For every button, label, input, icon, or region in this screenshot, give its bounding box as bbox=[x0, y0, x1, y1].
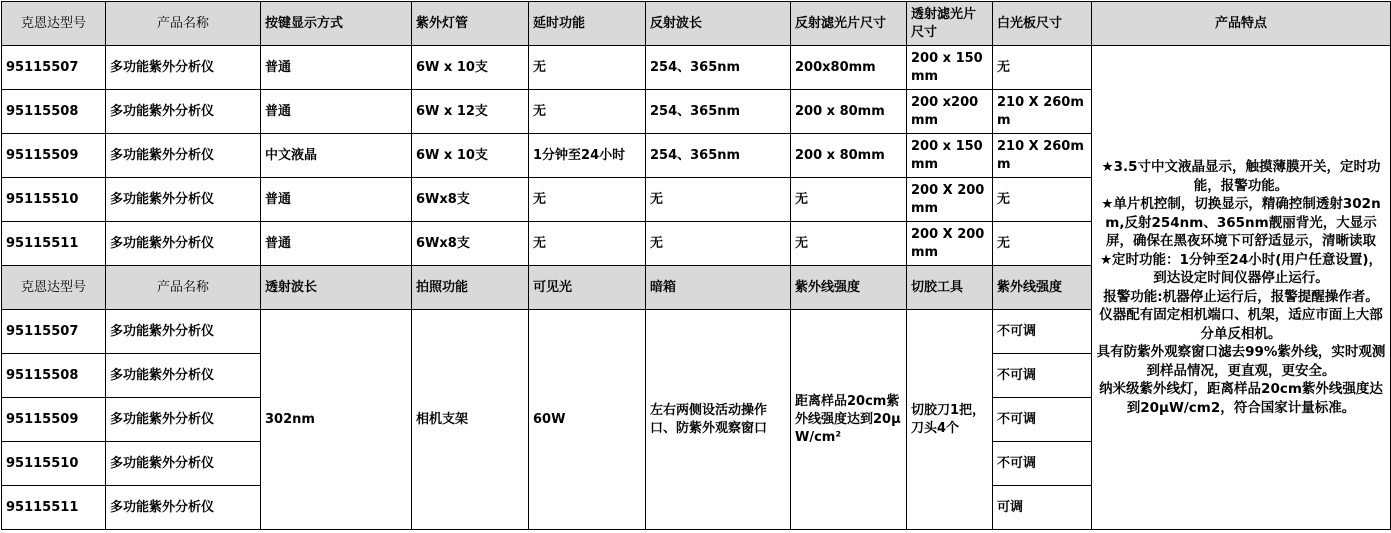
header-cell: 按键显示方式 bbox=[261, 2, 412, 46]
cell-trans-wl: 302nm bbox=[261, 310, 412, 530]
cell-model: 95115507 bbox=[2, 46, 106, 90]
cell-refl-filter: 200 x 80mm bbox=[791, 134, 907, 178]
cell-lamp: 6W x 10支 bbox=[412, 134, 529, 178]
cell-display: 普通 bbox=[261, 90, 412, 134]
cell-refl-filter: 200x80mm bbox=[791, 46, 907, 90]
feature-line: 具有防紫外观察窗口滤去99%紫外线，实时观测到样品情况，更直观，更安全。 bbox=[1096, 344, 1386, 379]
cell-display: 普通 bbox=[261, 46, 412, 90]
cell-name: 多功能紫外分析仪 bbox=[106, 486, 261, 530]
cell-name: 多功能紫外分析仪 bbox=[106, 90, 261, 134]
cell-model: 95115511 bbox=[2, 486, 106, 530]
header-cell: 反射波长 bbox=[646, 2, 791, 46]
feature-line: 纳米级紫外线灯，距离样品20cm紫外线强度达到20μW/cm2，符合国家计量标准。 bbox=[1099, 381, 1383, 416]
features-header: 产品特点 bbox=[1092, 2, 1391, 46]
cell-name: 多功能紫外分析仪 bbox=[106, 442, 261, 486]
cell-model: 95115509 bbox=[2, 398, 106, 442]
cell-refl-wl: 254、365nm bbox=[646, 134, 791, 178]
feature-line: ★定时功能：1分钟至24小时(用户任意设置)，到达设定时间仪器停止运行。 bbox=[1099, 251, 1383, 286]
cell-white: 无 bbox=[993, 178, 1092, 222]
cell-photo: 相机支架 bbox=[412, 310, 529, 530]
header-cell: 白光板尺寸 bbox=[993, 2, 1092, 46]
cell-refl-wl: 254、365nm bbox=[646, 46, 791, 90]
header-cell: 可见光 bbox=[529, 266, 646, 310]
cell-trans-filter: 200 X 200mm bbox=[907, 178, 993, 222]
cell-lamp: 6W x 12支 bbox=[412, 90, 529, 134]
cell-name: 多功能紫外分析仪 bbox=[106, 398, 261, 442]
header-cell: 紫外线强度 bbox=[791, 266, 907, 310]
cell-model: 95115507 bbox=[2, 310, 106, 354]
cell-name: 多功能紫外分析仪 bbox=[106, 310, 261, 354]
header-cell: 透射波长 bbox=[261, 266, 412, 310]
table-row bbox=[2, 46, 1391, 90]
header-cell: 克恩达型号 bbox=[2, 266, 106, 310]
cell-darkbox: 左右两侧设活动操作口、防紫外观察窗口 bbox=[646, 310, 791, 530]
cell-refl-wl: 无 bbox=[646, 222, 791, 266]
cell-delay: 无 bbox=[529, 90, 646, 134]
feature-line: 报警功能:机器停止运行后，报警提醒操作者。 bbox=[1103, 288, 1379, 305]
cell-model: 95115510 bbox=[2, 178, 106, 222]
cell-trans-filter: 200 X 200mm bbox=[907, 222, 993, 266]
cell-refl-filter: 无 bbox=[791, 222, 907, 266]
header-row-1 bbox=[2, 2, 1391, 46]
cell-cutter: 切胶刀1把，刀头4个 bbox=[907, 310, 993, 530]
header-cell: 切胶工具 bbox=[907, 266, 993, 310]
header-cell: 透射滤光片尺寸 bbox=[907, 2, 993, 46]
feature-line: ★单片机控制，切换显示，精确控制透射302nm,反射254nm、365nm靓丽背光，大显示屏，确保在黑夜环境下可舒适显示，清晰读取 bbox=[1101, 196, 1381, 249]
cell-model: 95115510 bbox=[2, 442, 106, 486]
header-cell: 紫外灯管 bbox=[412, 2, 529, 46]
cell-uv-adjustable: 可调 bbox=[993, 486, 1092, 530]
cell-name: 多功能紫外分析仪 bbox=[106, 354, 261, 398]
header-cell: 暗箱 bbox=[646, 266, 791, 310]
cell-delay: 无 bbox=[529, 46, 646, 90]
cell-model: 95115509 bbox=[2, 134, 106, 178]
cell-refl-filter: 无 bbox=[791, 178, 907, 222]
feature-line: ★3.5寸中文液晶显示，触摸薄膜开关，定时功能，报警功能。 bbox=[1101, 159, 1381, 194]
feature-line: 仪器配有固定相机端口、机架，适应市面上大部分单反相机。 bbox=[1099, 307, 1383, 342]
cell-lamp: 6Wx8支 bbox=[412, 222, 529, 266]
cell-refl-wl: 254、365nm bbox=[646, 90, 791, 134]
cell-display: 普通 bbox=[261, 222, 412, 266]
cell-delay: 无 bbox=[529, 222, 646, 266]
cell-name: 多功能紫外分析仪 bbox=[106, 222, 261, 266]
cell-delay: 无 bbox=[529, 178, 646, 222]
cell-model: 95115511 bbox=[2, 222, 106, 266]
cell-name: 多功能紫外分析仪 bbox=[106, 178, 261, 222]
cell-name: 多功能紫外分析仪 bbox=[106, 46, 261, 90]
features-cell bbox=[1092, 46, 1391, 530]
cell-display: 普通 bbox=[261, 178, 412, 222]
cell-white: 210 X 260mm bbox=[993, 134, 1092, 178]
cell-uv-adjustable: 不可调 bbox=[993, 442, 1092, 486]
cell-delay: 1分钟至24小时 bbox=[529, 134, 646, 178]
cell-model: 95115508 bbox=[2, 354, 106, 398]
header-cell: 克恩达型号 bbox=[2, 2, 106, 46]
cell-refl-filter: 200 x 80mm bbox=[791, 90, 907, 134]
cell-uv-adjustable: 不可调 bbox=[993, 398, 1092, 442]
cell-visible: 60W bbox=[529, 310, 646, 530]
header-cell: 延时功能 bbox=[529, 2, 646, 46]
header-cell: 紫外线强度 bbox=[993, 266, 1092, 310]
cell-white: 无 bbox=[993, 46, 1092, 90]
cell-uv-adjustable: 不可调 bbox=[993, 354, 1092, 398]
cell-name: 多功能紫外分析仪 bbox=[106, 134, 261, 178]
header-cell: 拍照功能 bbox=[412, 266, 529, 310]
product-spec-table bbox=[1, 1, 1391, 530]
cell-trans-filter: 200 x 150mm bbox=[907, 46, 993, 90]
cell-white: 210 X 260mm bbox=[993, 90, 1092, 134]
header-cell: 反射滤光片尺寸 bbox=[791, 2, 907, 46]
cell-lamp: 6Wx8支 bbox=[412, 178, 529, 222]
cell-trans-filter: 200 x 150mm bbox=[907, 134, 993, 178]
table-body bbox=[2, 2, 1391, 530]
cell-uv-intensity: 距离样品20cm紫外线强度达到20μW/cm² bbox=[791, 310, 907, 530]
header-cell: 产品名称 bbox=[106, 266, 261, 310]
header-cell: 产品名称 bbox=[106, 2, 261, 46]
cell-white: 无 bbox=[993, 222, 1092, 266]
cell-lamp: 6W x 10支 bbox=[412, 46, 529, 90]
cell-display: 中文液晶 bbox=[261, 134, 412, 178]
cell-refl-wl: 无 bbox=[646, 178, 791, 222]
cell-trans-filter: 200 x200mm bbox=[907, 90, 993, 134]
cell-uv-adjustable: 不可调 bbox=[993, 310, 1092, 354]
cell-model: 95115508 bbox=[2, 90, 106, 134]
